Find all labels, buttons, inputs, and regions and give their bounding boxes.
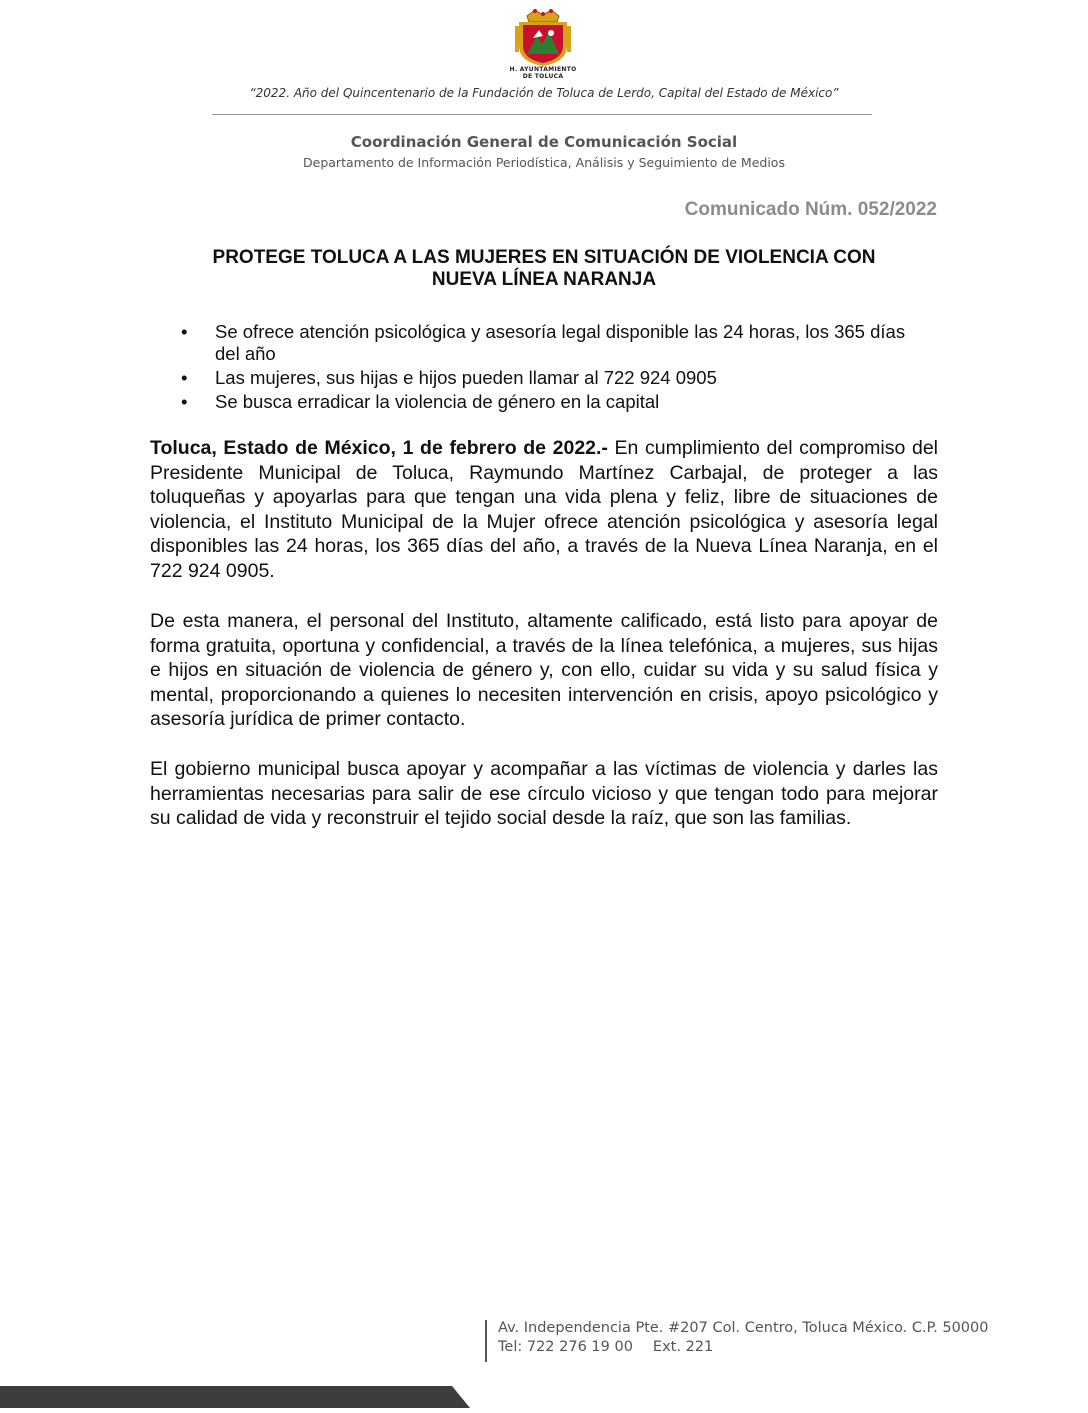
bullet-icon: • [181,391,188,412]
footer-address: Av. Independencia Pte. #207 Col. Centro, Toluca México. C.P. 50000 [498,1320,989,1336]
bullet-text: Se ofrece atención psicológica y asesoría legal disponible las 24 horas, los 365 días del año [215,321,906,364]
bullet-item [150,391,938,413]
bullet-item [150,367,938,389]
bullet-text: Se busca erradicar la violencia de género en la capital [215,391,660,412]
decorative-stripe-shape [0,1386,470,1408]
body-paragraph-1 [150,436,938,583]
headline [150,247,938,291]
bullet-icon: • [181,321,188,342]
organization-title: Coordinación General de Comunicación Social [350,133,738,151]
paragraph-1-text: En cumplimiento del compromiso del Presidente Municipal de Toluca, Raymundo Martínez Carbajal, de proteger a las toluqueñas y apoyarlas para que tengan una vida plena y feliz, libre de situaciones de violencia, el Instituto Municipal de la Mujer ofrece atención psicológica y asesoría legal disponibles las 24 horas, los 365 días del año, a través de la Nueva Línea Naranja, en el 722 924 0905. [150,437,939,582]
body-paragraph-2: De esta manera, el personal del Instituto, altamente calificado, está listo para apoyar de forma gratuita, oportuna y confidencial, a través de la línea telefónica, a mujeres, sus hijas e hijos en situación de violencia de género y, con ello, cuidar su vida y su salud física y mental, proporcionando a quienes lo necesiten intervención en crisis, apoyo psicológico y asesoría jurídica de primer contacto. [150,610,938,730]
bottom-decorative-stripe [0,1386,470,1408]
press-release-number: Comunicado Núm. 052/2022 [684,199,937,220]
footer-extension: Ext. 221 [652,1339,714,1355]
headline-line2: NUEVA LÍNEA NARANJA [431,269,657,290]
logo-caption-line1: H. AYUNTAMIENTO [509,66,577,73]
footer-divider [485,1320,487,1362]
bullet-item [150,321,938,365]
footer-contact [498,1339,713,1355]
dateline: Toluca, Estado de México, 1 de febrero de 2022.- [150,437,608,459]
footer-phone: Tel: 722 276 19 00 [498,1339,633,1355]
header-divider [212,114,872,115]
bullet-text: Las mujeres, sus hijas e hijos pueden llamar al 722 924 0905 [215,367,717,388]
headline-line1: PROTEGE TOLUCA A LAS MUJERES EN SITUACIÓN DE VIOLENCIA CON [212,247,876,268]
logo-caption-line2: DE TOLUCA [522,73,564,80]
body-paragraph-3: El gobierno municipal busca apoyar y acompañar a las víctimas de violencia y darles las herramientas necesarias para salir de ese círculo vicioso y que tengan todo para mejorar su calidad de vida y reconstruir el tejido social desde la raíz, que son las familias. [150,758,938,829]
logo-caption [488,66,598,80]
coat-of-arms-icon [505,6,581,68]
annual-motto: “2022. Año del Quincentenario de la Fundación de Toluca de Lerdo, Capital del Estado de México” [249,86,839,100]
bullet-icon: • [181,367,188,388]
summary-bullet-list [150,321,938,415]
organization-subtitle: Departamento de Información Periodística, Análisis y Seguimiento de Medios [303,155,785,170]
